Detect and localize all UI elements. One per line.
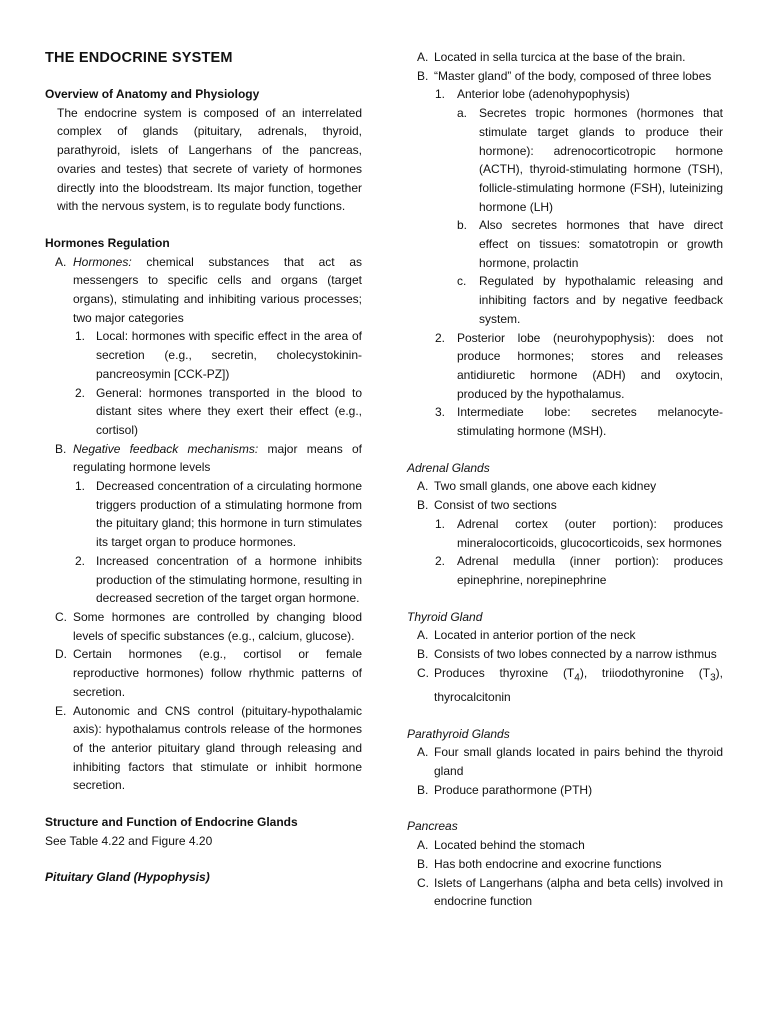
adrenal-cortex-item: [435, 515, 723, 552]
list-marker: 1.: [75, 329, 86, 344]
term-negative-feedback: Negative feedback mechanisms:: [73, 441, 259, 456]
item-text: Has both endocrine and exocrine functions: [434, 856, 662, 871]
pancreas-item-b: [417, 855, 723, 874]
list-marker: A.: [417, 50, 429, 64]
term-hormones: Hormones:: [73, 254, 132, 269]
item-text: Islets of Langerhans (alpha and beta cells) involved in endocrine function: [434, 875, 723, 909]
item-text: Some hormones are controlled by changing blood levels of specific substances (e.g., calcium, glucose).: [73, 609, 362, 643]
parathyroid-item-a: [417, 743, 723, 780]
pancreas-heading: Pancreas: [407, 819, 458, 834]
overview-heading: Overview of Anatomy and Physiology: [45, 87, 260, 101]
item-text: chemical substances that act as messengers to specific cells and organs (target organs), stimulating and inhibiting various processes; two major categories: [73, 254, 362, 325]
list-marker: B.: [55, 441, 67, 456]
adrenal-heading: Adrenal Glands: [407, 460, 490, 475]
item-text: Located in anterior portion of the neck: [434, 628, 636, 643]
item-text: Two small glands, one above each kidney: [434, 479, 657, 494]
pituitary-heading: Pituitary Gland (Hypophysis): [45, 870, 210, 885]
list-marker: B.: [417, 782, 429, 797]
item-text: Four small glands located in pairs behind the thyroid gland: [434, 745, 723, 778]
pituitary-item-a: [417, 48, 723, 67]
regulation-item-d: [55, 645, 362, 701]
regulation-heading: Hormones Regulation: [45, 235, 170, 250]
item-text: Also secretes hormones that have direct effect on tissues: somatotropin or growth hormone, prolactin: [479, 218, 723, 270]
regulation-item-e: [55, 702, 362, 796]
list-marker: C.: [417, 875, 429, 890]
pancreas-item-a: [417, 836, 723, 855]
overview-paragraph: The endocrine system is composed of an interrelated complex of glands (pituitary, adrenals, thyroid, parathyroid, islets of Langerhans of the pancreas, ovaries and testes) that secrete of variety of hormones directly into the bloodstream. Its major function, together with the nervous system, is to regulate body functions.: [57, 105, 362, 214]
item-text: Adrenal cortex (outer portion): produces mineralocorticoids, glucocorticoids, sex hormones: [457, 516, 723, 550]
list-marker: A.: [417, 745, 429, 760]
regulation-item-c: [55, 608, 362, 645]
left-column: [45, 48, 362, 887]
regulation-item-b-2: [75, 552, 362, 608]
list-marker: 2.: [75, 385, 86, 400]
structure-heading: Structure and Function of Endocrine Glands: [45, 815, 298, 830]
thyroid-item-c: [417, 664, 723, 707]
pituitary-anterior-item-b: [457, 216, 723, 272]
thyroid-item-b: [417, 645, 723, 664]
item-text: General: hormones transported in the blood to distant sites where they exert their effect (e.g., cortisol): [96, 385, 362, 437]
list-marker: A.: [417, 838, 429, 853]
list-marker: b.: [457, 218, 468, 233]
pituitary-posterior-lobe: [435, 329, 723, 404]
list-marker: a.: [457, 106, 468, 121]
adrenal-medulla-item: [435, 552, 723, 589]
regulation-item-b-1: [75, 477, 362, 552]
regulation-item-b: [55, 440, 362, 477]
list-marker: 2.: [75, 553, 86, 568]
thyroid-item-a: [417, 626, 723, 645]
list-marker: 2.: [435, 330, 446, 345]
list-marker: C.: [55, 609, 67, 624]
list-marker: A.: [55, 254, 67, 269]
pancreas-item-c: [417, 874, 723, 911]
item-text: Autonomic and CNS control (pituitary-hypothalamic axis): hypothalamus controls release of the hormones of the anterior pituitary gland through releasing and inhibiting factors that stimulate or inhibit hormone secretion.: [73, 703, 362, 793]
item-text: Produce parathormone (PTH): [434, 782, 593, 797]
parathyroid-item-b: [417, 781, 723, 800]
item-text: Regulated by hypothalamic releasing and inhibiting factors and by negative feedback system.: [479, 274, 723, 326]
regulation-item-a: [55, 253, 362, 328]
item-text: Secretes tropic hormones (hormones that stimulate target glands to produce their hormone): adrenocorticotropic hormone (ACTH), thyroid-stimulating hormone (TSH), follicle-stimulating hormone (FSH), luteinizing hormone (LH): [479, 106, 723, 214]
list-marker: 3.: [435, 405, 446, 420]
adrenal-item-b: [417, 496, 723, 515]
regulation-item-a-1: [75, 327, 362, 383]
list-marker: B.: [417, 68, 429, 83]
list-marker: 1.: [435, 87, 446, 102]
structure-see-reference: See Table 4.22 and Figure 4.20: [45, 833, 213, 848]
pituitary-anterior-item-a: [457, 104, 723, 216]
item-text: Adrenal medulla (inner portion): produces epinephrine, norepinephrine: [457, 554, 723, 587]
item-text: Certain hormones (e.g., cortisol or female reproductive hormones) follow rhythmic patterns of secretion.: [73, 647, 362, 699]
item-text: Consists of two lobes connected by a narrow isthmus: [434, 647, 717, 662]
item-text: Produces thyroxine $(T_4)$, triiodothyronine $(T_3)$, thyrocalcitonin: [434, 665, 723, 704]
list-marker: 2.: [435, 554, 446, 569]
parathyroid-heading: Parathyroid Glands: [407, 726, 510, 741]
list-marker: E.: [55, 703, 67, 718]
pituitary-item-b: [417, 67, 723, 86]
item-text: Consist of two sections: [434, 498, 557, 513]
list-marker: D.: [55, 647, 67, 662]
item-text: “Master gland” of the body, composed of three lobes: [434, 68, 712, 83]
list-marker: B.: [417, 498, 429, 513]
regulation-item-a-2: [75, 384, 362, 440]
item-text: Decreased concentration of a circulating hormone triggers production of a stimulating hormone from the pituitary gland; this hormone in turn stimulates its target organ to produce hormones.: [96, 479, 362, 550]
list-marker: c.: [457, 274, 467, 289]
list-marker: A.: [417, 628, 429, 643]
item-text: Increased concentration of a hormone inhibits production of the stimulating hormone, resulting in decreased secretion of the target organ hormone.: [96, 553, 362, 606]
thyroid-heading: Thyroid Gland: [407, 609, 483, 624]
right-column: [407, 48, 723, 911]
item-text: Anterior lobe (adenohypophysis): [457, 87, 630, 102]
list-marker: 1.: [75, 479, 86, 494]
list-marker: C.: [417, 665, 429, 680]
item-text: Intermediate lobe: secretes melanocyte-stimulating hormone (MSH).: [457, 405, 723, 439]
adrenal-item-a: [417, 477, 723, 496]
pituitary-intermediate-lobe: [435, 403, 723, 440]
pituitary-anterior-lobe: [435, 85, 723, 104]
item-text: Local: hormones with specific effect in the area of secretion (e.g., secretin, cholecystokinin-pancreosymin [CCK-PZ]): [96, 329, 362, 381]
list-marker: 1.: [435, 516, 446, 531]
item-text: Posterior lobe (neurohypophysis): does not produce hormones; stores and releases antidiuretic hormone (ADH) and oxytocin, produced by the hypothalamus.: [457, 330, 723, 401]
item-text: major means of regulating hormone levels: [73, 441, 362, 475]
list-marker: B.: [417, 856, 429, 871]
item-text: Located behind the stomach: [434, 838, 585, 853]
list-marker: A.: [417, 479, 429, 494]
document-title: THE ENDOCRINE SYSTEM: [45, 50, 233, 66]
pituitary-anterior-item-c: [457, 272, 723, 328]
list-marker: B.: [417, 647, 429, 662]
item-text: Located in sella turcica at the base of the brain.: [434, 50, 686, 64]
